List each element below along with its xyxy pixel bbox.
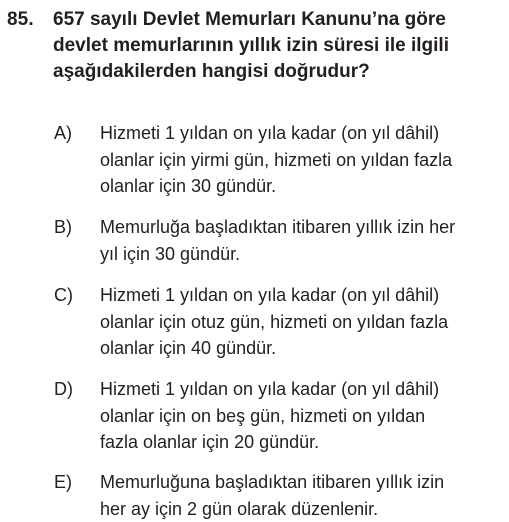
question-stem: 657 sayılı Devlet Memurları Kanunu’na göre devlet memurlarının yıllık izin süresi ile ilgili aşağıdakilerden hangisi doğrudur?: [53, 9, 449, 82]
option-a-text: Hizmeti 1 yıldan on yıla kadar (on yıl dâhil) olanlar için yirmi gün, hizmeti on yıldan fazla olanlar için 30 gündür.: [100, 123, 453, 196]
option-b-letter: B): [54, 217, 72, 237]
option-b-text: Memurluğa başladıktan itibaren yıllık izin her yıl için 30 gündür.: [100, 217, 456, 264]
option-e-text: Memurluğuna başladıktan itibaren yıllık izin her ay için 2 gün olarak düzenlenir.: [100, 472, 445, 519]
option-a-letter: A): [54, 123, 72, 143]
question-number: 85.: [7, 9, 34, 30]
option-c-text: Hizmeti 1 yıldan on yıla kadar (on yıl dâhil) olanlar için otuz gün, hizmeti on yıldan fazla olanlar için 40 gündür.: [100, 285, 449, 358]
option-d-text: Hizmeti 1 yıldan on yıla kadar (on yıl dâhil) olanlar için on beş gün, hizmeti on yıldan fazla olanlar için 20 gündür.: [100, 379, 440, 452]
option-d-letter: D): [54, 379, 73, 399]
option-c-letter: C): [54, 285, 73, 305]
option-e-letter: E): [54, 472, 72, 492]
